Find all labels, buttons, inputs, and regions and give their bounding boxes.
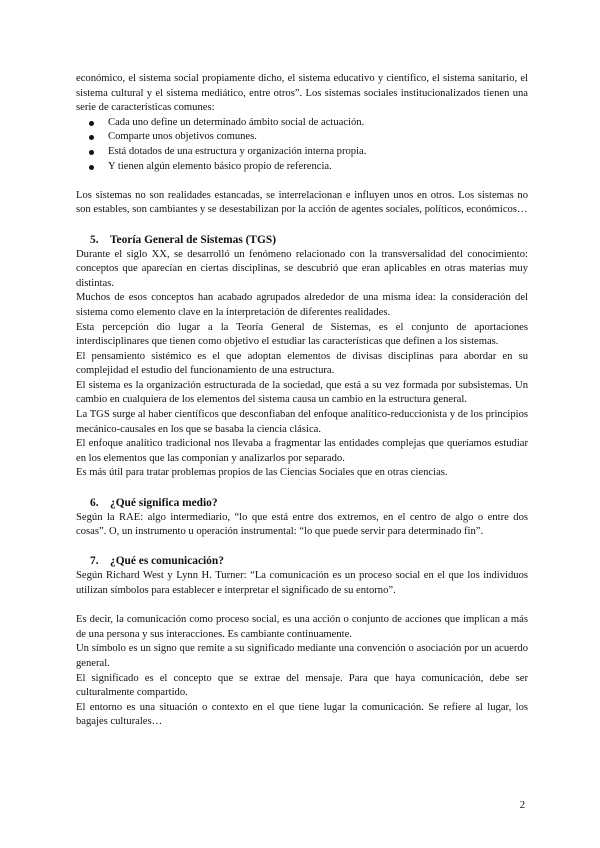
paragraph: Un símbolo es un signo que remite a su significado mediante una convención o asociación por un acuerdo general. xyxy=(76,643,528,669)
paragraph: Según Richard West y Lynn H. Turner: “La comunicación es un proceso social en el que los individuos utilizan símbolos para establecer e interpretar el significado de su entorno”. xyxy=(76,570,528,596)
section-6-heading: 6. ¿Qué significa medio? xyxy=(90,496,218,509)
paragraph: Esta percepción dio lugar a la Teoría General de Sistemas, es el conjunto de aportaciones interdisciplinares que tienen como objetivo el estudiar las características que definen a los sistemas. xyxy=(76,321,528,348)
list-item: Está dotados de una estructura y organización interna propia. xyxy=(76,145,528,160)
paragraph: El enfoque analítico tradicional nos llevaba a fragmentar las entidades complejas que queríamos estudiar en los elementos que las componían y analizarlos por separado. xyxy=(76,438,528,464)
section-5-heading: 5. Teoría General de Sistemas (TGS) xyxy=(90,233,276,246)
page-content xyxy=(76,72,528,730)
section-5-body xyxy=(76,248,528,482)
bullet-icon xyxy=(89,135,94,140)
paragraph: El entorno es una situación o contexto en el que tiene lugar la comunicación. Se refiere al lugar, los bagajes culturales… xyxy=(76,701,528,728)
bullet-icon xyxy=(89,165,94,170)
page-number: 2 xyxy=(519,800,525,811)
paragraph: Es decir, la comunicación como proceso social, es una acción o conjunto de acciones que implican a más de una persona y sus interacciones. Es cambiante continuamente. xyxy=(76,614,528,640)
paragraph: El sistema es la organización estructurada de la sociedad, que está a su vez formada por subsistemas. Un cambio en cualquiera de los elementos del sistema causa un cambio en la estructura general. xyxy=(76,379,528,406)
paragraph: El significado es el concepto que se extrae del mensaje. Para que haya comunicación, debe ser culturalmente compartido. xyxy=(76,672,528,699)
paragraph: Según la RAE: algo intermediario, “lo que está entre dos extremos, en el centro de algo o entre dos cosas”. O, un instrumento u operación instrumental: “lo que puede servir para determinado fin”. xyxy=(76,511,528,538)
list-item: Comparte unos objetivos comunes. xyxy=(76,130,528,145)
intro-paragraph: económico, el sistema social propiamente dicho, el sistema educativo y científico, el sistema sanitario, el sistema cultural y el sistema mediático, entre otros”. Los sistemas sociales institucionalizados tienen una serie de características comunes: xyxy=(76,73,528,114)
paragraph: La TGS surge al haber científicos que desconfiaban del enfoque analítico-reduccionista y de los principios mecánico-causales en los que se basaba la ciencia clásica. xyxy=(76,409,528,435)
bullet-icon xyxy=(89,150,94,155)
section-7-heading: 7. ¿Qué es comunicación? xyxy=(90,555,224,568)
paragraph: Muchos de esos conceptos han acabado agrupados alrededor de una misma idea: la consideración del sistema como elemento clave en la interpretación de diferentes realidades. xyxy=(76,292,528,318)
systems-paragraph: Los sistemas no son realidades estancadas, se interrelacionan e influyen unos en otros. Los sistemas no son estables, son cambiantes y se desestabilizan por la acción de agentes sociales, políticos, económicos… xyxy=(76,189,528,216)
paragraph: El pensamiento sistémico es el que adoptan elementos de divisas disciplinas para abordar en su complejidad el estudio del funcionamiento de una estructura. xyxy=(76,350,528,377)
characteristics-list xyxy=(76,116,528,174)
paragraph: Es más útil para tratar problemas propios de las Ciencias Sociales que en otras ciencias. xyxy=(76,467,448,479)
bullet-icon xyxy=(89,121,94,126)
list-item: Y tienen algún elemento básico propio de referencia. xyxy=(76,160,528,175)
list-item: Cada uno define un determinado ámbito social de actuación. xyxy=(76,116,528,131)
paragraph: Durante el siglo XX, se desarrolló un fenómeno relacionado con la transversalidad del conocimiento: conceptos que aparecían en ciertas disciplinas, se descubrió que eran aplicables en otras materias muy distintas. xyxy=(76,248,528,289)
